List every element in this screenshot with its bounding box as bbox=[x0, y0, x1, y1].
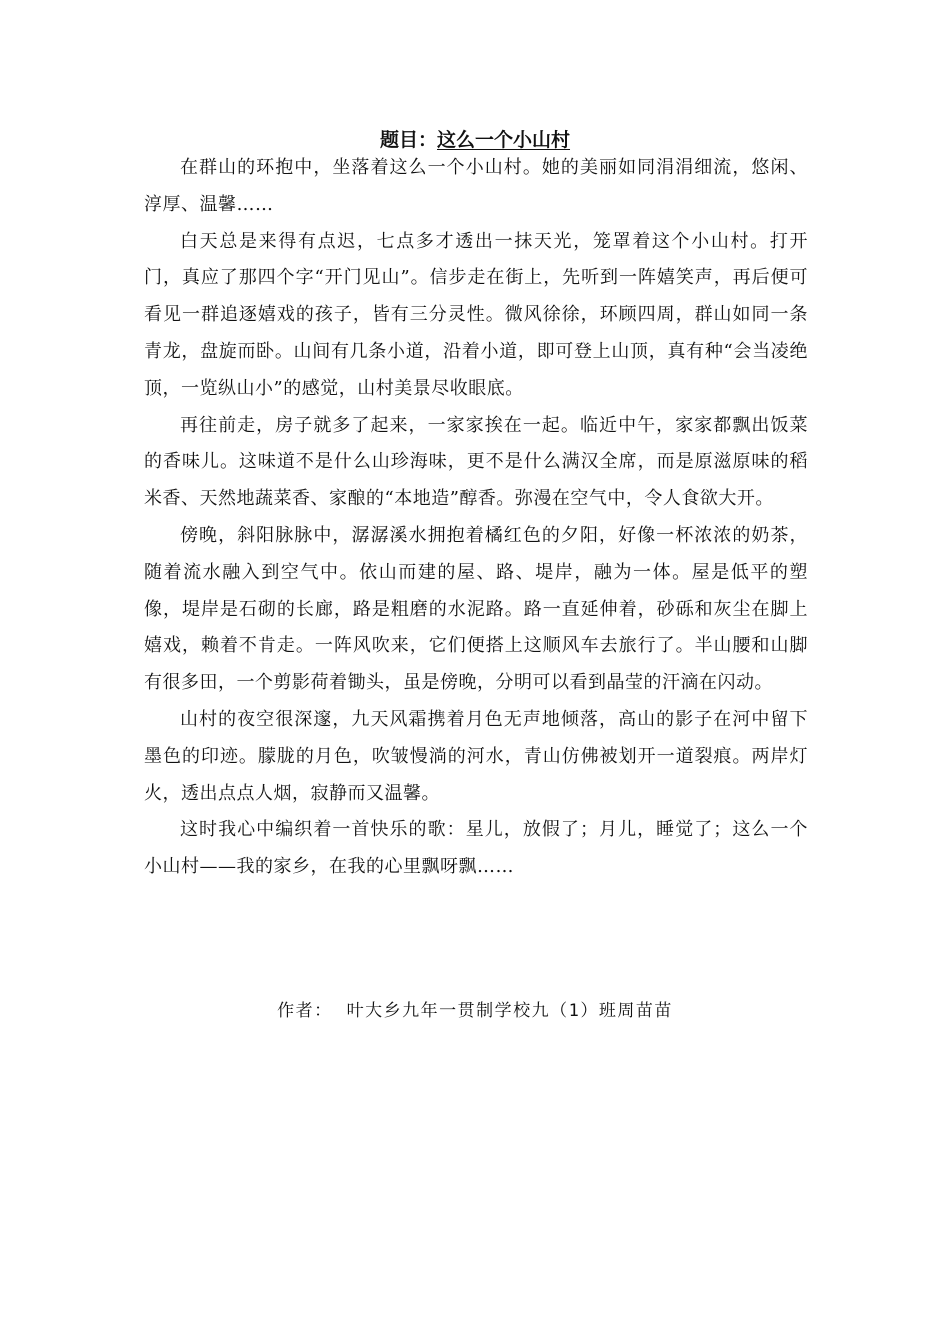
author-name: 叶大乡九年一贯制学校九（1）班周苗苗 bbox=[346, 1001, 673, 1021]
paragraph-6: 这时我心中编织着一首快乐的歌：星儿，放假了；月儿，睡觉了；这么一个小山村——我的家乡，在我的心里飘呀飘…… bbox=[144, 819, 808, 878]
title-text: 这么一个小山村 bbox=[437, 129, 571, 151]
author-line bbox=[0, 998, 950, 1024]
paragraph-2: 白天总是来得有点迟，七点多才透出一抹天光，笼罩着这个小山村。打开门，真应了那四个字“开门见山”。信步走在街上，先听到一阵嬉笑声，再后便可看见一群追逐嬉戏的孩子，皆有三分灵性。微风徐徐，环顾四周，群山如同一条青龙，盘旋而卧。山间有几条小道，沿着小道，即可登上山顶，真有种“会当凌绝顶，一览纵山小”的感觉，山村美景尽收眼底。 bbox=[144, 230, 808, 399]
essay-body bbox=[144, 150, 808, 886]
paragraph-1: 在群山的环抱中，坐落着这么一个小山村。她的美丽如同涓涓细流，悠闲、淳厚、温馨…… bbox=[144, 157, 808, 215]
author-label: 作者： bbox=[277, 1001, 333, 1021]
paragraph-5: 山村的夜空很深邃，九天风霜携着月色无声地倾落，高山的影子在河中留下墨色的印迹。朦胧的月色，吹皱慢淌的河水，青山仿佛被划开一道裂痕。两岸灯火，透出点点人烟，寂静而又温馨。 bbox=[144, 708, 808, 804]
paragraph-3: 再往前走，房子就多了起来，一家家挨在一起。临近中午，家家都飘出饭菜的香味儿。这味道不是什么山珍海味，更不是什么满汉全席，而是原滋原味的稻米香、天然地蔬菜香、家酿的“本地造”醇香。弥漫在空气中，令人食欲大开。 bbox=[144, 414, 808, 510]
title-prefix: 题目： bbox=[379, 129, 437, 151]
paragraph-4: 傍晚，斜阳脉脉中，潺潺溪水拥抱着橘红色的夕阳，好像一杯浓浓的奶茶，随着流水融入到空气中。依山而建的屋、路、堤岸，融为一体。屋是低平的塑像，堤岸是石砌的长廊，路是粗磨的水泥路。路一直延伸着，砂砾和灰尘在脚上嬉戏，赖着不肯走。一阵风吹来，它们便搭上这顺风车去旅行了。半山腰和山脚有很多田，一个剪影荷着锄头，虽是傍晚，分明可以看到晶莹的汗滴在闪动。 bbox=[144, 524, 808, 694]
